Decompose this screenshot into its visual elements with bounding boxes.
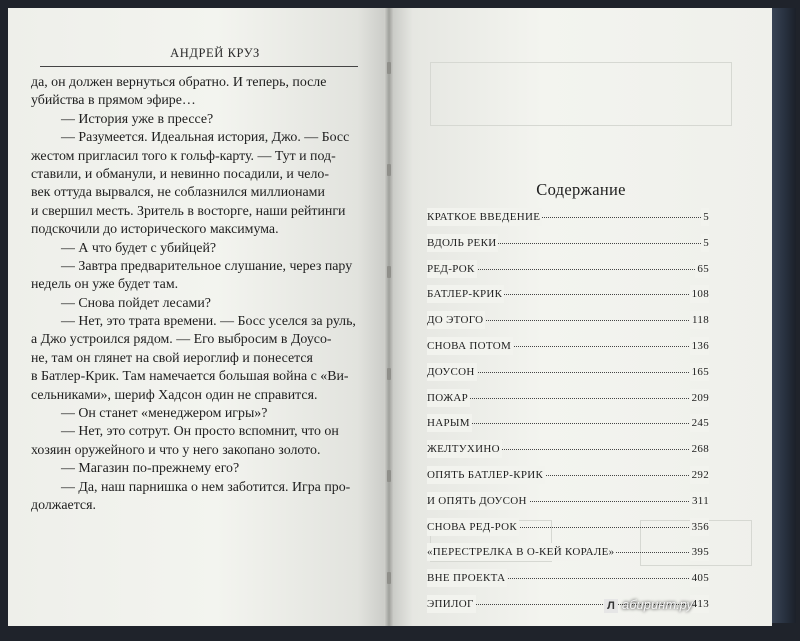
toc-entry-title: ЖЕЛТУХИНО <box>427 440 502 458</box>
text-line: — Снова пойдет лесами? <box>61 295 211 311</box>
toc-entry <box>427 543 709 569</box>
toc-entry <box>427 492 709 518</box>
text-line: — А что будет с убийцей? <box>61 240 217 256</box>
text-line: — Завтра предварительное слушание, через пару <box>61 258 353 274</box>
text-line: жестом пригласил того к гольф-карту. — Тут и под- <box>31 148 336 164</box>
toc-entry-page: 118 <box>690 311 709 329</box>
text-line: ставили, и обманули, и невинно посадили, и чело- <box>31 166 329 182</box>
toc-entry-page: 165 <box>690 363 709 381</box>
toc-entry <box>427 234 709 260</box>
toc-entry-page: 108 <box>690 285 709 303</box>
toc-entry <box>427 363 709 389</box>
toc-entry <box>427 285 709 311</box>
text-line: — Разумеется. Идеальная история, Джо. — Босс <box>61 130 350 146</box>
toc-entry <box>427 414 709 440</box>
toc-entry-title: РЕД-РОК <box>427 260 477 278</box>
toc-entry-page: 245 <box>690 414 709 432</box>
text-line: должается. <box>31 497 96 513</box>
text-line: — Нет, это трата времени. — Босс уселся за руль, <box>61 314 356 330</box>
text-line: — Он станет «менеджером игры»? <box>61 406 268 422</box>
text-line: — История уже в прессе? <box>61 111 214 127</box>
binding-stitch <box>387 164 391 176</box>
toc-entry-title: СНОВА РЕД-РОК <box>427 518 519 536</box>
toc-entry <box>427 208 709 234</box>
toc-entry-title: ПОЖАР <box>427 389 470 407</box>
book-edge <box>770 8 796 623</box>
toc-entry-title: «ПЕРЕСТРЕЛКА В О-КЕЙ КОРАЛЕ» <box>427 543 616 561</box>
watermark-logo: Л <box>604 599 618 613</box>
table-of-contents <box>427 208 709 621</box>
text-line: а Джо устроился рядом. — Его выбросим в Доусо- <box>31 332 332 348</box>
text-line: век оттуда вырвался, не соблазнился миллионами <box>31 185 325 201</box>
text-line: в Батлер-Крик. Там намечается большая война с «Ви- <box>31 369 349 385</box>
toc-entry-title: НАРЫМ <box>427 414 472 432</box>
toc-entry <box>427 569 709 595</box>
watermark: абиринт.ру <box>622 597 693 612</box>
toc-entry-page: 5 <box>701 208 709 226</box>
toc-entry <box>427 518 709 544</box>
toc-entry-page: 65 <box>695 260 709 278</box>
toc-entry-page: 405 <box>690 569 709 587</box>
toc-entry-page: 311 <box>690 492 709 510</box>
text-line: — Нет, это сотрут. Он просто вспомнит, что он <box>61 424 339 440</box>
toc-entry-title: СНОВА ПОТОМ <box>427 337 513 355</box>
toc-entry-title: КРАТКОЕ ВВЕДЕНИЕ <box>427 208 542 226</box>
binding-stitch <box>387 470 391 482</box>
text-line: хозяин оружейного и что у него закопано золото. <box>31 442 321 458</box>
toc-entry-page: 136 <box>690 337 709 355</box>
toc-entry-title: ЭПИЛОГ <box>427 595 476 613</box>
toc-entry-title: И ОПЯТЬ ДОУСОН <box>427 492 529 510</box>
header-rule <box>40 66 358 67</box>
toc-entry-page: 395 <box>690 543 709 561</box>
toc-entry-page: 292 <box>690 466 709 484</box>
toc-entry <box>427 440 709 466</box>
toc-title: Содержание <box>536 180 626 199</box>
toc-entry-title: ОПЯТЬ БАТЛЕР-КРИК <box>427 466 545 484</box>
binding-stitch <box>387 572 391 584</box>
toc-entry-page: 209 <box>690 389 709 407</box>
toc-entry-title: ВНЕ ПРОЕКТА <box>427 569 507 587</box>
toc-entry-title: БАТЛЕР-КРИК <box>427 285 504 303</box>
toc-entry-page: 268 <box>690 440 709 458</box>
show-through-box <box>430 62 732 126</box>
toc-entry-title: ДОУСОН <box>427 363 477 381</box>
text-line: подскочили до исторического максимума. <box>31 222 279 238</box>
toc-entry-title: ВДОЛЬ РЕКИ <box>427 234 498 252</box>
text-line: недель он уже будет там. <box>31 277 179 293</box>
text-line: и свершил месть. Зритель в восторге, наши рейтинги <box>31 203 346 219</box>
toc-entry-page: 413 <box>690 595 709 613</box>
text-line: — Магазин по-прежнему его? <box>61 461 240 477</box>
binding-stitch <box>387 368 391 380</box>
text-line: сельниками», шериф Хадсон один не справится. <box>31 387 318 403</box>
binding-stitch <box>387 62 391 74</box>
running-head: АНДРЕЙ КРУЗ <box>170 46 260 60</box>
toc-entry <box>427 466 709 492</box>
toc-entry <box>427 260 709 286</box>
toc-entry-page: 356 <box>690 518 709 536</box>
book-spine <box>384 8 394 626</box>
text-line: не, там он глянет на свой иероглиф и понесется <box>31 350 313 366</box>
text-line: — Да, наш парнишка о нем заботится. Игра про- <box>61 479 351 495</box>
binding-stitch <box>387 266 391 278</box>
toc-entry-page: 5 <box>701 234 709 252</box>
toc-entry <box>427 389 709 415</box>
toc-entry <box>427 337 709 363</box>
text-line: убийства в прямом эфире… <box>31 93 196 109</box>
body-text <box>31 74 359 515</box>
toc-entry-title: ДО ЭТОГО <box>427 311 485 329</box>
toc-entry <box>427 311 709 337</box>
text-line: да, он должен вернуться обратно. И теперь, после <box>31 75 327 90</box>
